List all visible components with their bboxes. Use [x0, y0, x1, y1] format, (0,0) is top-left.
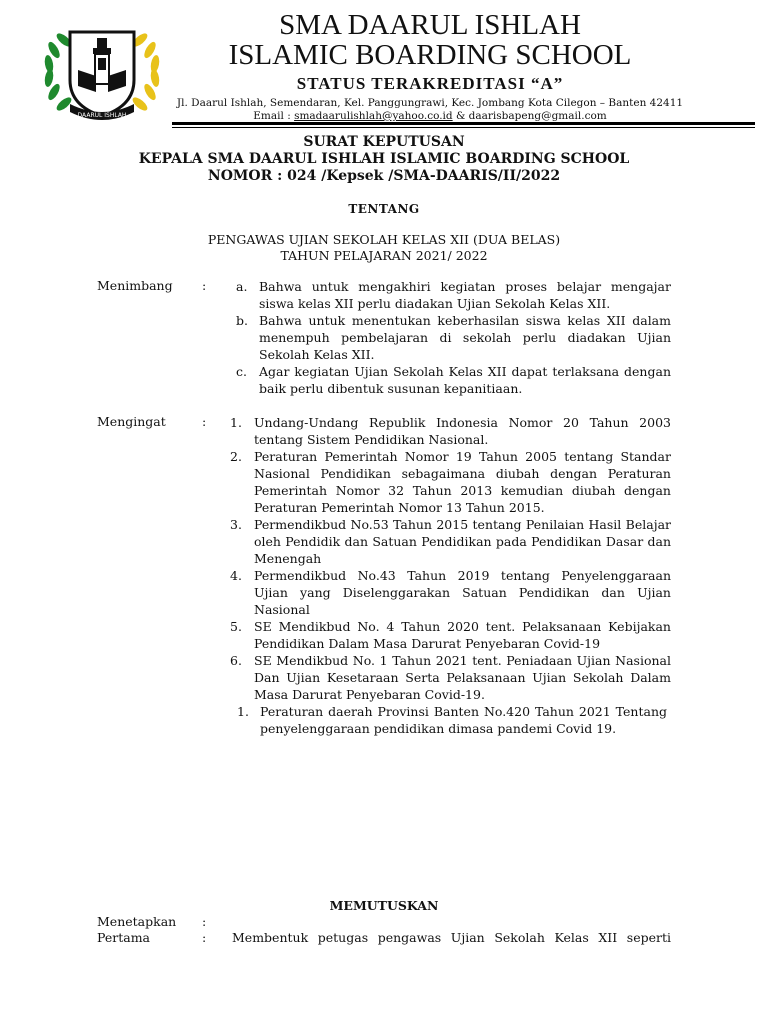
pertama-text: Membentuk petugas pengawas Ujian Sekolah Kelas XII seperti	[232, 930, 671, 945]
item-text: Bahwa untuk mengakhiri kegiatan proses belajar mengajar siswa kelas XII perlu diadakan Ujian Sekolah Kelas XII.	[259, 279, 671, 311]
email-prefix: Email :	[253, 110, 295, 122]
item-text: SE Mendikbud No. 4 Tahun 2020 tent. Pelaksanaan Kebijakan Pendidikan Dalam Masa Darurat Penyebaran Covid-19	[254, 619, 671, 651]
item-text: Permendikbud No.43 Tahun 2019 tentang Penyelenggaraan Ujian yang Diselenggarakan Satuan Pendidikan dan Ujian Nasional	[254, 568, 671, 617]
item-text: Agar kegiatan Ujian Sekolah Kelas XII dapat terlaksana dengan baik perlu dibentuk susunan kepanitiaan.	[259, 364, 671, 396]
school-address: Jl. Daarul Ishlah, Semendaran, Kel. Panggungrawi, Kec. Jombang Kota Cilegon – Banten 42411	[176, 97, 684, 109]
list-item	[232, 363, 671, 397]
item-number: a.	[236, 279, 248, 294]
school-logo	[40, 20, 164, 126]
pertama-label: Pertama	[97, 930, 151, 945]
mengingat-extra-list	[237, 703, 667, 737]
subject-line-2: TAHUN PELAJARAN 2021/ 2022	[280, 248, 488, 263]
list-item	[230, 652, 671, 703]
subject-line-1: PENGAWAS UJIAN SEKOLAH KELAS XII (DUA BELAS)	[207, 232, 561, 247]
list-item	[230, 618, 671, 652]
list-item	[237, 703, 667, 737]
item-number: 1.	[237, 704, 249, 719]
decree-number: NOMOR : 024 /Kepsek /SMA-DAARIS/II/2022	[207, 168, 561, 184]
mengingat-label: Mengingat	[97, 414, 166, 429]
accreditation-status: STATUS TERAKREDITASI “A”	[296, 74, 564, 93]
subject	[0, 232, 768, 264]
item-number: 4.	[230, 568, 242, 583]
email-link-1[interactable]: smadaarulishlah@yahoo.co.id	[294, 110, 453, 122]
memutuskan-heading: MEMUTUSKAN	[329, 898, 439, 913]
school-subtitle: ISLAMIC BOARDING SCHOOL	[228, 39, 632, 71]
item-text: SE Mendikbud No. 1 Tahun 2021 tent. Peniadaan Ujian Nasional Dan Ujian Kesetaraan Serta Pelaksanaan Ujian Sekolah Dalam Masa Darurat Penyebaran Covid-19.	[254, 653, 671, 702]
header-rule-thick	[172, 122, 755, 125]
menimbang-label: Menimbang	[97, 278, 173, 293]
school-name: SMA DAARUL ISHLAH	[279, 9, 581, 41]
item-text: Peraturan Pemerintah Nomor 19 Tahun 2005 tentang Standar Nasional Pendidikan sebagaimana diubah dengan Peraturan Pemerintah Nomor 32 Tahun 2013 kemudian diubah dengan Peraturan Pemerintah Nomor 13 Tahun 2015.	[254, 449, 671, 515]
list-item	[232, 312, 671, 363]
item-number: 1.	[230, 415, 242, 430]
item-number: 6.	[230, 653, 242, 668]
decree-title	[0, 134, 768, 185]
list-item	[232, 278, 671, 312]
menetapkan-colon: :	[202, 914, 207, 929]
menimbang-list	[232, 278, 671, 397]
item-number: b.	[236, 313, 248, 328]
item-number: c.	[236, 364, 247, 379]
item-number: 5.	[230, 619, 242, 634]
item-text: Permendikbud No.53 Tahun 2015 tentang Penilaian Hasil Belajar oleh Pendidik dan Satuan Pendidikan pada Pendidikan Dasar dan Menengah	[254, 517, 671, 566]
email-link-2[interactable]: daarisbapeng@gmail.com	[468, 110, 607, 122]
header-rule-thin	[172, 127, 755, 128]
tentang-heading: TENTANG	[348, 202, 420, 216]
menimbang-colon: :	[202, 278, 207, 293]
mengingat-colon: :	[202, 414, 207, 429]
item-text: Bahwa untuk menentukan keberhasilan siswa kelas XII dalam menempuh pembelajaran di sekolah perlu diadakan Ujian Sekolah Kelas XII.	[259, 313, 671, 362]
item-text: Undang-Undang Republik Indonesia Nomor 20 Tahun 2003 tentang Sistem Pendidikan Nasional.	[254, 415, 671, 447]
list-item	[230, 414, 671, 448]
letterhead	[170, 10, 690, 123]
menetapkan-label: Menetapkan	[97, 914, 177, 929]
mengingat-list	[230, 414, 671, 703]
email-separator: &	[452, 110, 469, 122]
list-item	[230, 448, 671, 516]
item-text: Peraturan daerah Provinsi Banten No.420 Tahun 2021 Tentang penyelenggaraan pendidikan dimasa pandemi Covid 19.	[260, 704, 667, 736]
item-number: 3.	[230, 517, 242, 532]
item-number: 2.	[230, 449, 242, 464]
issuer: KEPALA SMA DAARUL ISHLAH ISLAMIC BOARDING SCHOOL	[138, 151, 630, 167]
svg-text:DAARUL ISHLAH: DAARUL ISHLAH	[77, 112, 127, 119]
doc-type: SURAT KEPUTUSAN	[303, 134, 465, 150]
pertama-colon: :	[202, 930, 207, 945]
list-item	[230, 516, 671, 567]
list-item	[230, 567, 671, 618]
